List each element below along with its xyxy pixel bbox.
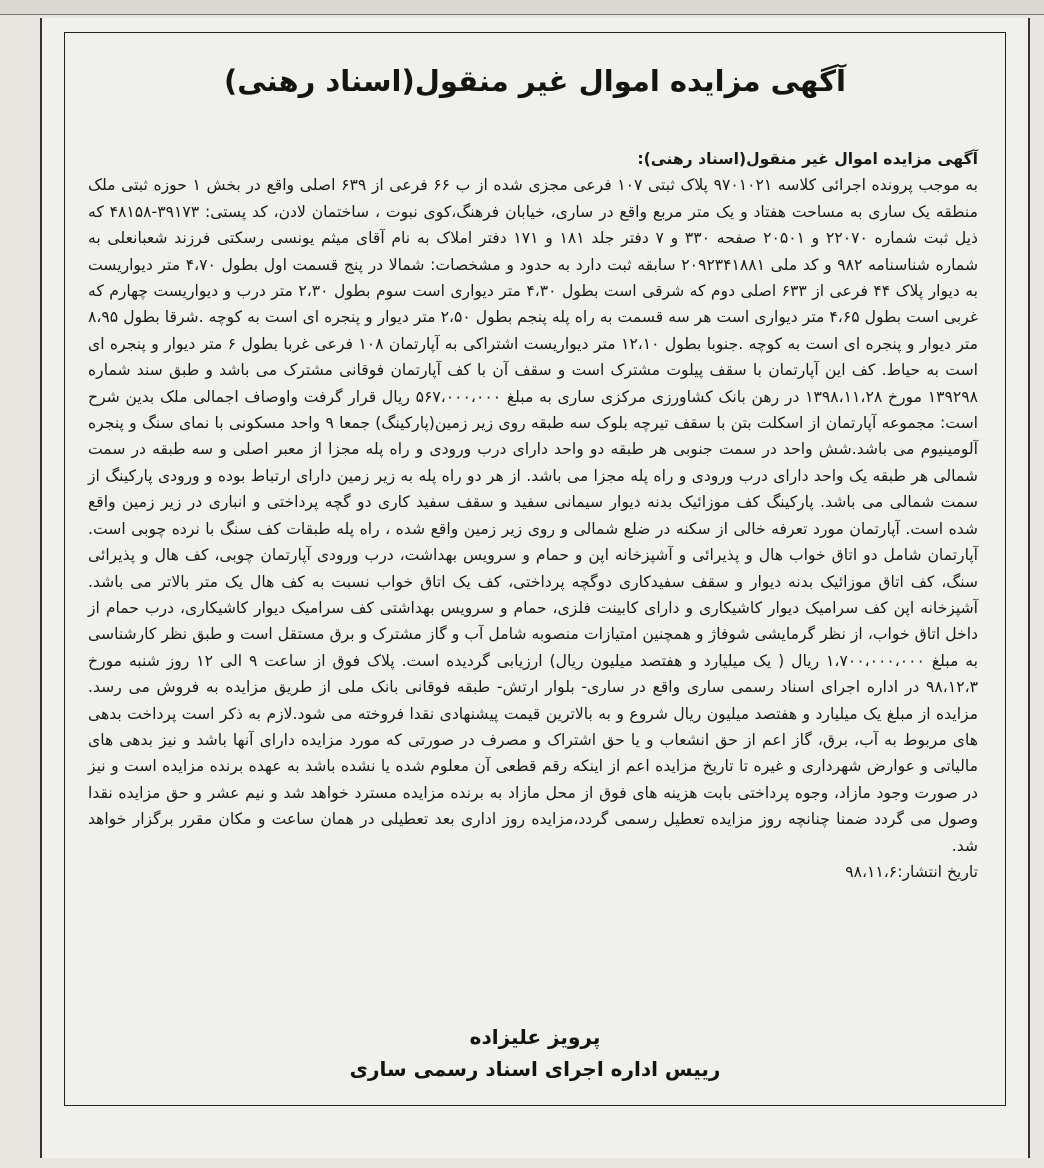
newspaper-clipping [40, 18, 1030, 1158]
signature-block [42, 1021, 1028, 1085]
notice-content [88, 146, 978, 885]
notice-title: آگهی مزایده اموال غیر منقول(اسناد رهنی) [224, 64, 846, 98]
notice-body: به موجب پرونده اجرائی کلاسه ۹۷۰۱۰۲۱ پلاک ثبتی ۱۰۷ فرعی مجزی شده از ب ۶۶ فرعی از ۶۳۹ اصلی واقع در بخش ۱ حوزه ثبتی ملک منطقه یک ساری به مساحت هفتاد و یک متر مربع واقع در ساری، خیابان فرهنگ،کوی نبوت ، ساختمان لادن، کد پستی: ۳۹۱۷۳-۴۸۱۵۸ که ذیل ثبت شماره ۲۲۰۷۰ و ۲۰۵۰۱ صفحه ۳۳۰ و ۷ دفتر جلد ۱۸۱ و ۱۷۱ دفتر املاک به نام آقای میثم یونسی رسکتی فرزند شعبانعلی به شماره شناسنامه ۹۸۲ و کد ملی ۲۰۹۲۳۴۱۸۸۱ سابقه ثبت دارد به حدود و مشخصات: شمالا در پنج قسمت اول بطول ۴،۷۰ متر دیواریست به دیوار پلاک ۴۴ فرعی از ۶۳۳ اصلی دوم که شرقی است بطول ۴،۳۰ متر دیواری است سوم بطول ۲،۳۰ متر درب و دیواریست چهارم که غربی است بطول ۴،۶۵ متر دیواری است هر سه قسمت به راه پله پنجم بطول ۲،۵۰ متر دیوار و پنجره ای است به کوچه .شرقا بطول ۸،۹۵ متر دیوار و پنجره ای است به کوچه .جنوبا بطول ۱۲،۱۰ متر دیواریست اشتراکی به آپارتمان ۱۰۸ فرعی غربا بطول ۶ متر دیوار و پنجره ای است به حیاط. کف این آپارتمان با سقف پیلوت مشترک است و سقف آن با کف آپارتمان فوقانی مشترک می باشد و طبق سند شماره ۱۳۹۲۹۸ مورخ ۱۳۹۸،۱۱،۲۸ در رهن بانک کشاورزی مرکزی ساری به مبلغ ۵۶۷،۰۰۰،۰۰۰ ریال قرار گرفت واوصاف اجمالی ملک بدین شرح است: مجموعه آپارتمان از اسکلت بتن با سقف تیرچه بلوک سه طبقه روی زیر زمین(پارکینگ) جمعا ۹ واحد مسکونی با نمای سنگ و پنجره آلومینیوم می باشد.شش واحد در سمت جنوبی هر طبقه دو واحد دارای درب ورودی و راه پله مجزا از معبر اصلی و سه طبقه در سمت شمالی هر طبقه یک واحد دارای درب ورودی و راه پله مجزا می باشد. از هر دو راه پله به زیر زمین دارای ارتباط بوده و ورودی پارکینگ از سمت شمالی می باشد. پارکینگ کف موزائیک بدنه دیوار سیمانی سفید و سقف سفید کاری دو گچه پرداختی و انباری در زیر زمین واقع شده است. آپارتمان مورد تعرفه خالی از سکنه در ضلع شمالی و روی زیر زمین واقع شده ، راه پله طبقات کف سنگ با نرده چوبی است. آپارتمان شامل دو اتاق خواب هال و پذیرائی و آشپزخانه اپن و حمام و سرویس بهداشت، درب ورودی آپارتمان چوبی، کف هال و پذیرائی سنگ، کف اتاق موزائیک بدنه دیوار و سقف سفیدکاری دوگچه پرداختی، کف یک اتاق خواب نسبت به کف هال یک متر بالاتر می باشد. آشپزخانه اپن کف سرامیک دیوار کاشیکاری و دارای کابینت فلزی، حمام و سرویس بهداشتی کف سرامیک دیوار کاشیکاری، درب حمام از داخل اتاق خواب، از نظر گرمایشی شوفاژ و همچنین امتیازات منصوبه شامل آب و گاز مشترک و برق مستقل است و طبق نظر کارشناسی به مبلغ ۱،۷۰۰،۰۰۰،۰۰۰ ریال ( یک میلیارد و هفتصد میلیون ریال) ارزیابی گردیده است. پلاک فوق از ساعت ۹ الی ۱۲ روز شنبه مورخ ۹۸،۱۲،۳ در اداره اجرای اسناد رسمی ساری واقع در ساری- بلوار ارتش- طبقه فوقانی بانک ملی از طریق مزایده به فروش می رسد. مزایده از مبلغ یک میلیارد و هفتصد میلیون ریال شروع و به بالاترین قیمت پیشنهادی نقدا فروخته می شود.لازم به ذکر است پرداخت بدهی های مربوط به آب، برق، گاز اعم از حق انشعاب و یا حق اشتراک و مصرف در صورتی که مورد مزایده دارای آنها باشد و نیز بدهی های مالیاتی و عوارض شهرداری و غیره تا تاریخ مزایده اعم از اینکه رقم قطعی آن معلوم شده یا نشده باشد به عهده برنده مزایده است و نیز در صورت وجود مازاد، وجوه پرداختی بابت هزینه های فوق از محل مازاد به برنده مزایده مسترد خواهد شد و نیم عشر و حق مزایده نقدا وصول می گردد ضمنا چنانچه روز مزایده تعطیل رسمی گردد،مزایده روز اداری بعد تعطیلی در همان ساعت و مکان مقرر برگزار خواهد شد. [88, 176, 979, 855]
notice-subheading: آگهی مزایده اموال غیر منقول(اسناد رهنی): [637, 150, 978, 168]
signatory-name: پرویز علیزاده [469, 1025, 601, 1049]
publish-date: تاریخ انتشار:۹۸،۱۱،۶ [845, 862, 978, 881]
page-top-edge [0, 0, 1044, 15]
signatory-title: رییس اداره اجرای اسناد رسمی ساری [349, 1057, 721, 1081]
